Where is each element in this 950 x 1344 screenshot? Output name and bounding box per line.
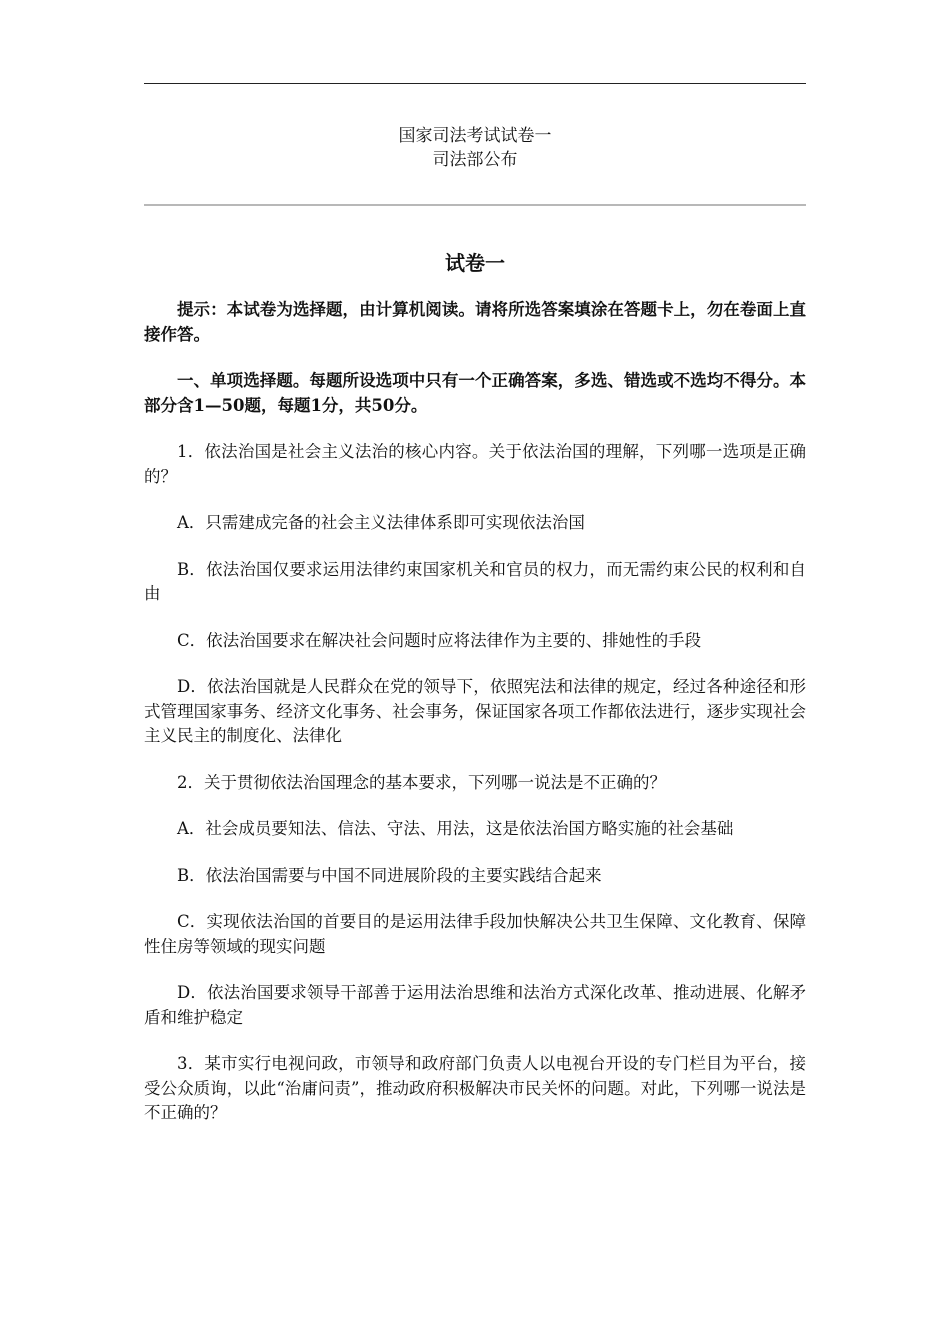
question-stem: 2．关于贯彻依法治国理念的基本要求，下列哪一说法是不正确的？ — [177, 772, 666, 792]
question-option: A．只需建成完备的社会主义法律体系即可实现依法治国 — [177, 513, 585, 532]
document-header-title: 国家司法考试试卷一 — [398, 126, 552, 146]
document-publisher: 司法部公布 — [432, 150, 518, 170]
question-stem: 1．依法治国是社会主义法治的核心内容。关于依法治国的理解，下列哪一选项是正确的？ — [144, 442, 806, 486]
section-intro: 一、单项选择题。每题所设选项中只有一个正确答案，多选、错选或不选均不得分。本部分含1—50题，每题1分，共50分。 — [144, 371, 806, 415]
top-divider — [144, 83, 806, 84]
question-stem: 3．某市实行电视问政，市领导和政府部门负责人以电视台开设的专门栏目为平台，接受公众质询，以此“治庸问责”，推动政府积极解决市民关怀的问题。对此，下列哪一说法是不正确的？ — [144, 1054, 806, 1122]
header-divider — [144, 204, 806, 206]
question-option: D．依法治国要求领导干部善于运用法治思维和法治方式深化改革、推动进展、化解矛盾和维护稳定 — [144, 983, 806, 1027]
question-option: B．依法治国仅要求运用法律约束国家机关和官员的权力，而无需约束公民的权利和自由 — [144, 559, 806, 603]
exam-notice: 提示：本试卷为选择题，由计算机阅读。请将所选答案填涂在答题卡上，勿在卷面上直接作答。 — [144, 300, 806, 344]
question-option: C．依法治国要求在解决社会问题时应将法律作为主要的、排她性的手段 — [177, 630, 702, 650]
paper-content — [144, 298, 806, 1148]
question-option: B．依法治国需要与中国不同进展阶段的主要实践结合起来 — [177, 865, 602, 885]
question-option: C．实现依法治国的首要目的是运用法律手段加快解决公共卫生保障、文化教育、保障性住房等领域的现实问题 — [144, 912, 806, 956]
question-option: A．社会成员要知法、信法、守法、用法，这是依法治国方略实施的社会基础 — [177, 819, 734, 838]
question-option: D．依法治国就是人民群众在党的领导下，依照宪法和法律的规定，经过各种途径和形式管理国家事务、经济文化事务、社会事务，保证国家各项工作都依法进行，逐步实现社会主义民主的制度化、法律化 — [144, 677, 806, 745]
paper-title: 试卷一 — [445, 251, 505, 275]
